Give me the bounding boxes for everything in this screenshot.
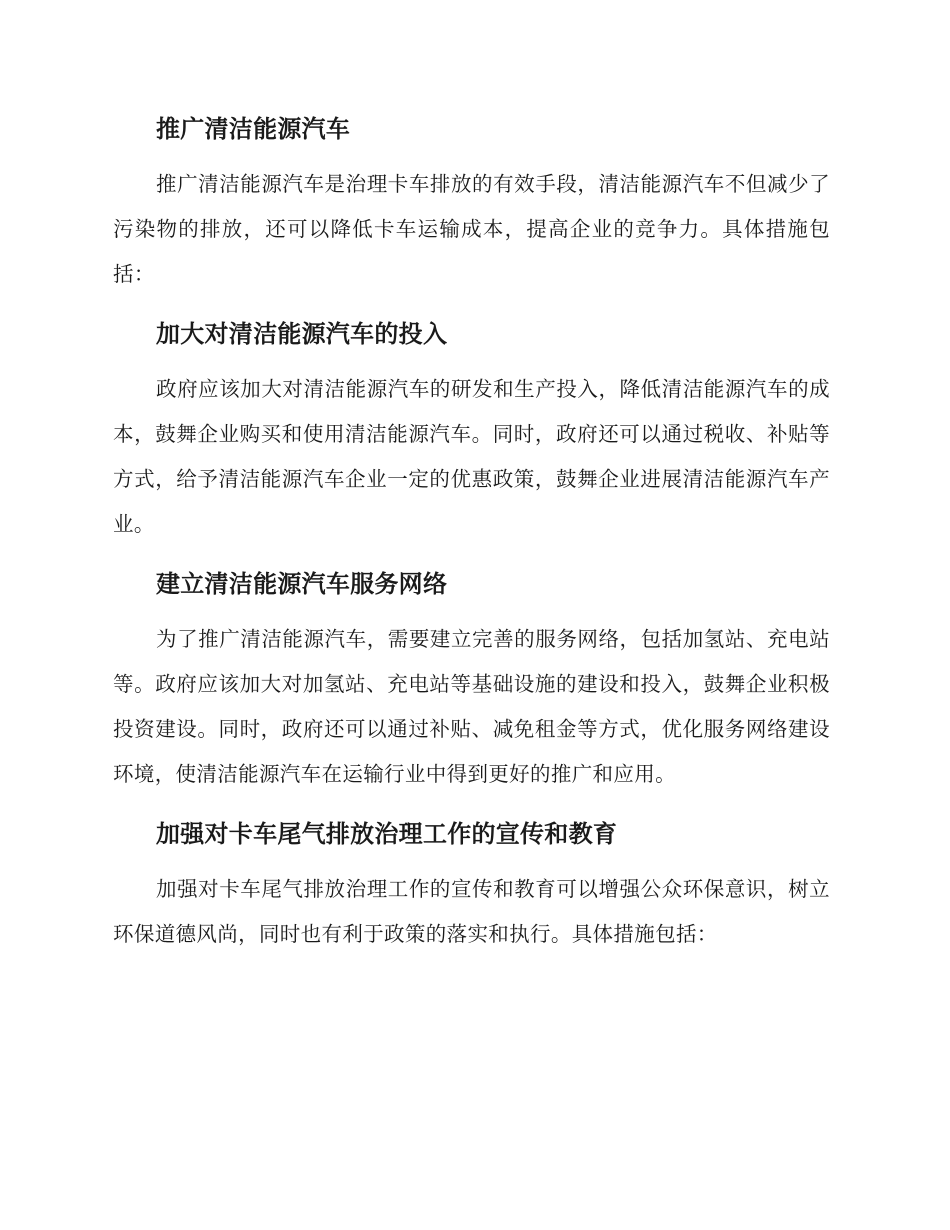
section-heading: 加强对卡车尾气排放治理工作的宣传和教育	[156, 820, 618, 848]
section-paragraph: 加强对卡车尾气排放治理工作的宣传和教育可以增强公众环保意识，树立环保道德风尚，同时也有利于政策的落实和执行。具体措施包括：	[113, 877, 830, 946]
section-heading: 加大对清洁能源汽车的投入	[156, 320, 448, 348]
section-heading: 推广清洁能源汽车	[156, 115, 351, 143]
document-body	[113, 112, 830, 957]
section-paragraph: 政府应该加大对清洁能源汽车的研发和生产投入，降低清洁能源汽车的成本，鼓舞企业购买和使用清洁能源汽车。同时，政府还可以通过税收、补贴等方式，给予清洁能源汽车企业一定的优惠政策，鼓舞企业进展清洁能源汽车产业。	[113, 377, 830, 536]
section-heading: 建立清洁能源汽车服务网络	[156, 570, 448, 598]
section-paragraph: 推广清洁能源汽车是治理卡车排放的有效手段，清洁能源汽车不但减少了污染物的排放，还可以降低卡车运输成本，提高企业的竞争力。具体措施包括：	[113, 172, 830, 286]
section-paragraph: 为了推广清洁能源汽车，需要建立完善的服务网络，包括加氢站、充电站等。政府应该加大对加氢站、充电站等基础设施的建设和投入，鼓舞企业积极投资建设。同时，政府还可以通过补贴、减免租金等方式，优化服务网络建设环境，使清洁能源汽车在运输行业中得到更好的推广和应用。	[113, 627, 830, 786]
